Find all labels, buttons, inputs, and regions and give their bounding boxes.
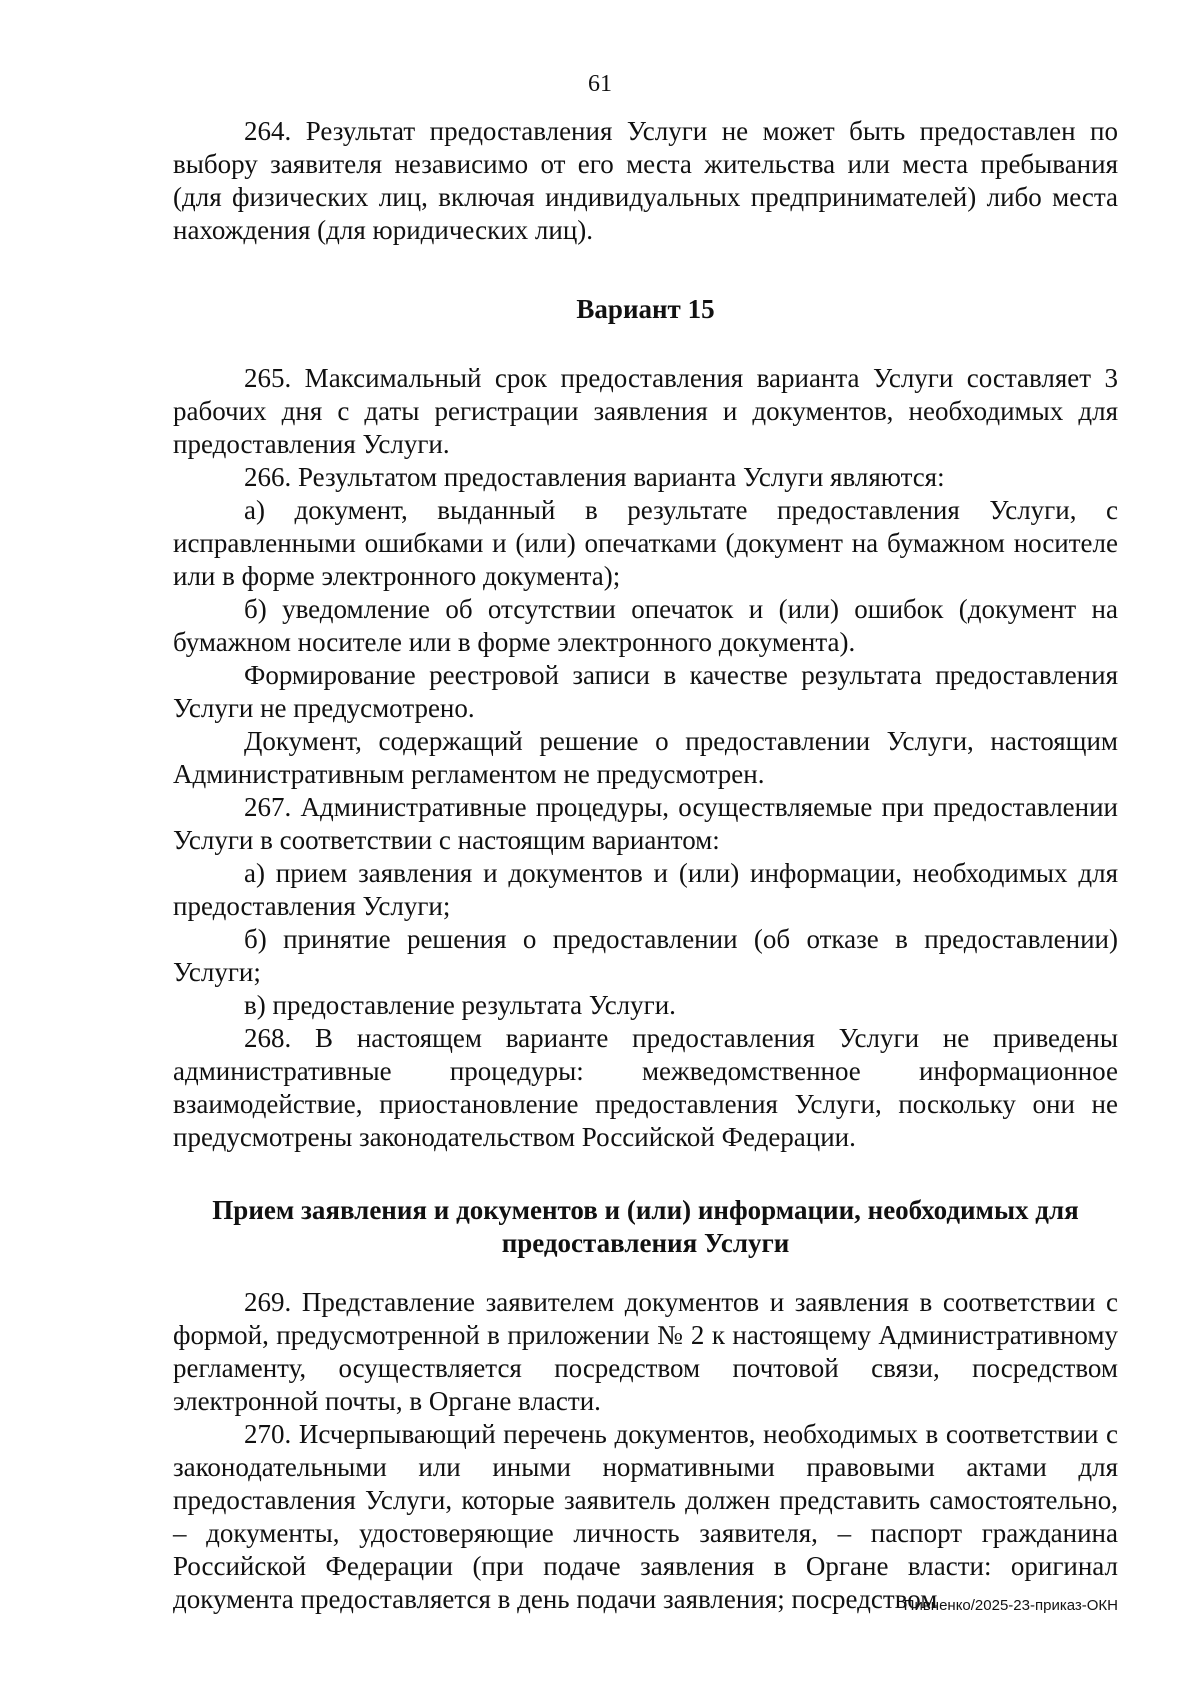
document-body xyxy=(173,115,1118,1616)
section-heading: Прием заявления и документов и (или) информации, необходимых для предоставления Услуги xyxy=(212,1195,1079,1258)
paragraph-268: 268. В настоящем варианте предоставления Услуги не приведены административные процедуры: межведомственное информационное взаимодействие, приостановление предоставления Услуги, поскольку они не предусмотрены законодательством Российской Федерации. xyxy=(173,1023,1118,1152)
page-number: 61 xyxy=(588,71,612,97)
paragraph-265: 265. Максимальный срок предоставления варианта Услуги составляет 3 рабочих дня с даты регистрации заявления и документов, необходимых для предоставления Услуги. xyxy=(173,363,1118,459)
variant-heading: Вариант 15 xyxy=(576,294,715,324)
paragraph-267-v: в) предоставление результата Услуги. xyxy=(244,990,676,1020)
paragraph-267-a: а) прием заявления и документов и (или) информации, необходимых для предоставления Услуги; xyxy=(173,858,1118,921)
paragraph-266-b: б) уведомление об отсутствии опечаток и (или) ошибок (документ на бумажном носителе или в форме электронного документа). xyxy=(173,594,1118,657)
paragraph-267-b: б) принятие решения о предоставлении (об отказе в предоставлении) Услуги; xyxy=(173,924,1118,987)
paragraph-266: 266. Результатом предоставления варианта Услуги являются: xyxy=(244,462,945,492)
paragraph-269: 269. Представление заявителем документов и заявления в соответствии с формой, предусмотренной в приложении № 2 к настоящему Административному регламенту, осуществляется посредством почтовой связи, посредством электронной почты, в Органе власти. xyxy=(173,1287,1118,1416)
paragraph-decision-document: Документ, содержащий решение о предоставлении Услуги, настоящим Административным регламентом не предусмотрен. xyxy=(173,726,1118,789)
paragraph-registry-record: Формирование реестровой записи в качестве результата предоставления Услуги не предусмотрено. xyxy=(173,660,1118,723)
paragraph-267: 267. Административные процедуры, осуществляемые при предоставлении Услуги в соответствии с настоящим вариантом: xyxy=(173,792,1118,855)
paragraph-270: 270. Исчерпывающий перечень документов, необходимых в соответствии с законодательными или иными нормативными правовыми актами для предоставления Услуги, которые заявитель должен представить самостоятельно, – документы, удостоверяющие личность заявителя, – паспорт гражданина Российской Федерации (при подаче заявления в Органе власти: оригинал документа предоставляется в день подачи заявления; посредством xyxy=(173,1419,1118,1614)
paragraph-264: 264. Результат предоставления Услуги не может быть предоставлен по выбору заявителя независимо от его места жительства или места пребывания (для физических лиц, включая индивидуальных предпринимателей) либо места нахождения (для юридических лиц). xyxy=(173,116,1118,245)
footer-document-id: Пивненко/2025-23-приказ-ОКН xyxy=(903,1597,1118,1614)
paragraph-266-a: а) документ, выданный в результате предоставления Услуги, с исправленными ошибками и (или) опечатками (документ на бумажном носителе или в форме электронного документа); xyxy=(173,495,1118,591)
